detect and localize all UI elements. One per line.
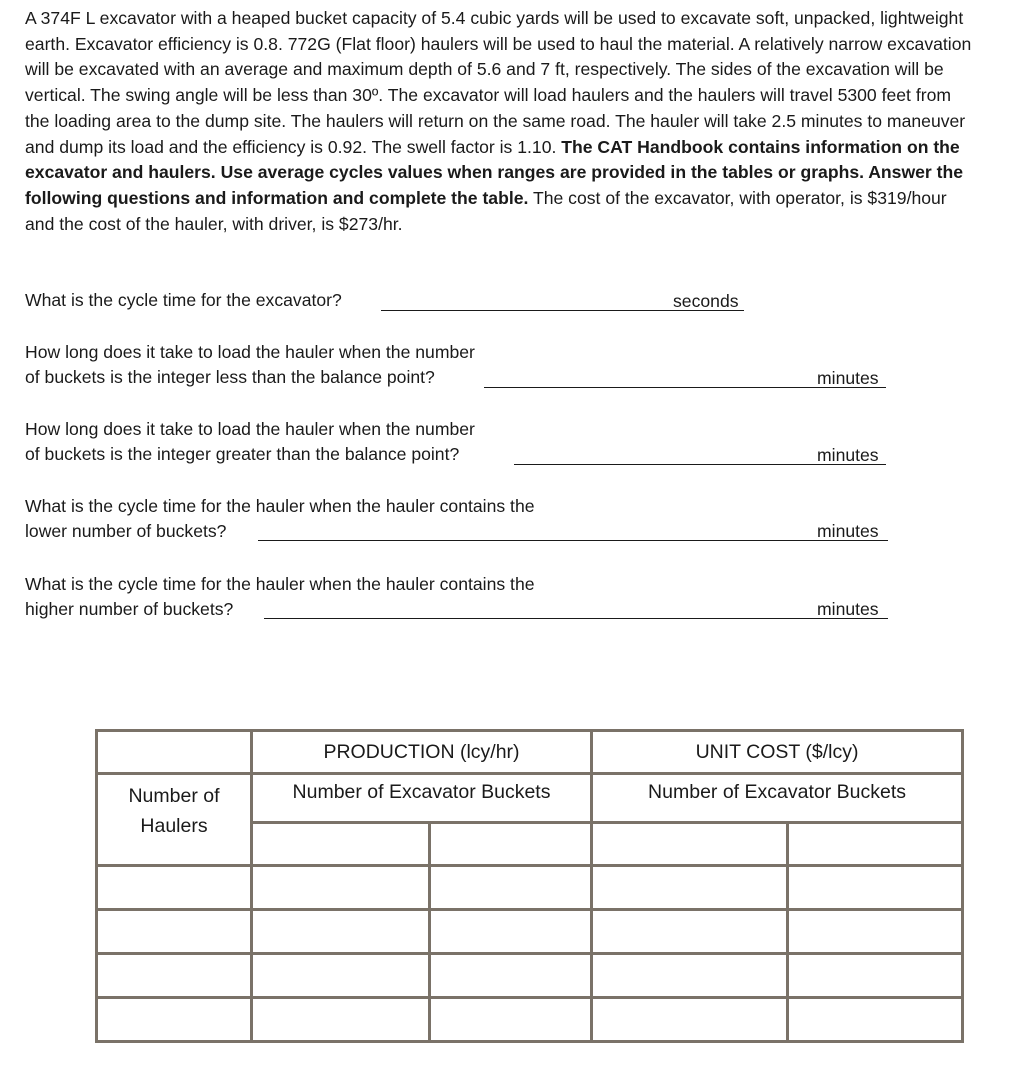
question-2: [25, 340, 475, 390]
production-header: PRODUCTION (lcy/hr): [252, 731, 592, 774]
problem-text-intro: A 374F L excavator with a heaped bucket capacity of 5.4 cubic yards will be used to excavate soft, unpacked, lightweight earth. Excavator efficiency is 0.8. 772G (Flat floor) haulers will be used to haul the material. A relatively narrow excavation will be excavated with an average and maximum depth of 5.6 and 7 ft, respectively. The sides of the excavation will be vertical. The swing angle will be less than 30º. The excavator will load haulers and the haulers will travel 5300 feet from the loading area to the dump site. The haulers will return on the same road. The hauler will take 2.5 minutes to maneuver and dump its load and the efficiency is 0.92. The swell factor is 1.10.: [25, 8, 972, 157]
table-row: [97, 998, 963, 1042]
question-3: [25, 417, 475, 467]
table-row: [97, 954, 963, 998]
problem-text-costs: The cost of the excavator, with operator, is $319/hour and the cost of the hauler, with driver, is $273/hr.: [25, 187, 947, 234]
table-row: [97, 866, 963, 910]
answer-3-unit: minutes: [817, 445, 879, 465]
question-5-line-2: higher number of buckets?: [25, 599, 234, 619]
production-cost-table: [95, 729, 964, 1043]
haulers-count-cell[interactable]: [97, 866, 252, 910]
problem-text-bold-instructions: The CAT Handbook contains information on the excavator and haulers. Use average cycles values when ranges are provided in the tables or graphs. Answer the following questions and information and complete the table.: [25, 136, 964, 208]
table-cell[interactable]: [252, 998, 430, 1042]
table-row: [97, 910, 963, 954]
production-higher-buckets-cell[interactable]: [430, 823, 592, 866]
answer-5-unit: minutes: [817, 599, 879, 619]
production-cost-table-container: [95, 729, 961, 1062]
table-cell[interactable]: [788, 998, 963, 1042]
problem-statement: [25, 6, 975, 237]
haulers-count-cell[interactable]: [97, 998, 252, 1042]
table-cell[interactable]: [592, 910, 788, 954]
table-cell[interactable]: [430, 998, 592, 1042]
question-3-line-2: of buckets is the integer greater than the balance point?: [25, 444, 460, 464]
answer-1-unit: seconds: [673, 291, 739, 311]
question-1: [25, 288, 342, 313]
haulers-count-cell[interactable]: [97, 910, 252, 954]
answer-5-blank[interactable]: [264, 618, 888, 619]
table-corner-cell: [97, 731, 252, 774]
answer-4-unit: minutes: [817, 521, 879, 541]
cost-lower-buckets-cell[interactable]: [592, 823, 788, 866]
table-header-row: [97, 731, 963, 774]
table-cell[interactable]: [788, 910, 963, 954]
production-buckets-subheader: Number of Excavator Buckets: [252, 774, 592, 823]
table-cell[interactable]: [592, 954, 788, 998]
table-cell[interactable]: [252, 954, 430, 998]
question-5-line-1: What is the cycle time for the hauler when the hauler contains the: [25, 574, 535, 594]
table-cell[interactable]: [788, 954, 963, 998]
question-2-line-2: of buckets is the integer less than the balance point?: [25, 367, 435, 387]
table-cell[interactable]: [430, 954, 592, 998]
table-cell[interactable]: [430, 910, 592, 954]
haulers-count-cell[interactable]: [97, 954, 252, 998]
unit-cost-buckets-subheader: Number of Excavator Buckets: [592, 774, 963, 823]
answer-4-blank[interactable]: [258, 540, 888, 541]
answer-2-unit: minutes: [817, 368, 879, 388]
table-cell[interactable]: [788, 866, 963, 910]
table-cell[interactable]: [430, 866, 592, 910]
table-cell[interactable]: [592, 998, 788, 1042]
question-2-line-1: How long does it take to load the hauler when the number: [25, 342, 475, 362]
cost-higher-buckets-cell[interactable]: [788, 823, 963, 866]
question-5: [25, 572, 535, 622]
table-cell[interactable]: [592, 866, 788, 910]
question-1-text: What is the cycle time for the excavator?: [25, 290, 342, 310]
table-cell[interactable]: [252, 910, 430, 954]
question-3-line-1: How long does it take to load the hauler when the number: [25, 419, 475, 439]
unit-cost-header: UNIT COST ($/lcy): [592, 731, 963, 774]
question-4: [25, 494, 535, 544]
table-subheader-row: [97, 774, 963, 823]
question-4-line-2: lower number of buckets?: [25, 521, 227, 541]
number-of-haulers-header: Number of Haulers: [97, 774, 252, 866]
question-4-line-1: What is the cycle time for the hauler when the hauler contains the: [25, 496, 535, 516]
production-lower-buckets-cell[interactable]: [252, 823, 430, 866]
table-cell[interactable]: [252, 866, 430, 910]
